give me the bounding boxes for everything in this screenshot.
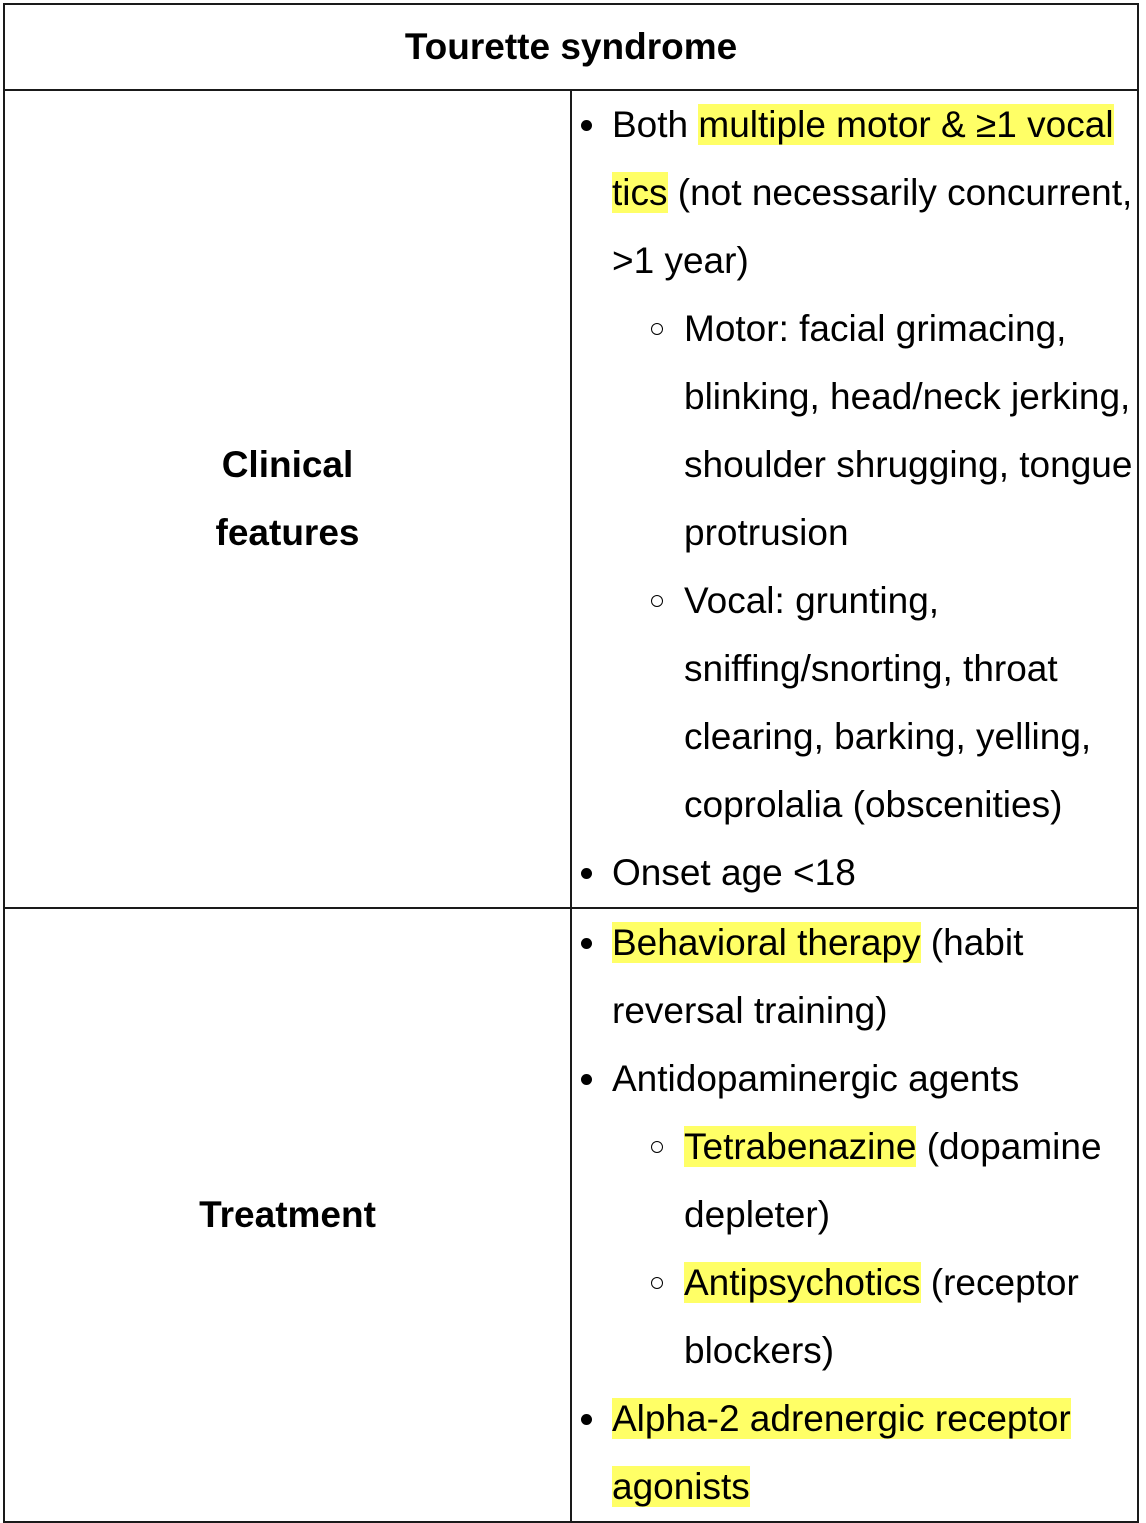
treatment-row [4, 908, 1138, 1522]
list-item [572, 1385, 1133, 1521]
highlighted-text: Behavioral therapy [612, 922, 921, 963]
list-item [572, 909, 1133, 1045]
clinical-sub-list [612, 295, 1133, 839]
highlighted-text: Alpha-2 adrenergic receptor agonists [612, 1398, 1071, 1507]
bullet-text: Antidopaminergic agents [612, 1058, 1020, 1099]
clinical-bullet-list [572, 91, 1133, 907]
list-item: Vocal: grunting, sniffing/snorting, throat clearing, barking, yelling, coprolalia (obscenities) [612, 567, 1133, 839]
list-item: Motor: facial grimacing, blinking, head/neck jerking, shoulder shrugging, tongue protrusion [612, 295, 1133, 567]
highlighted-text: Antipsychotics [684, 1262, 921, 1303]
list-item: Onset age <18 [572, 839, 1133, 907]
treatment-sub-list [612, 1113, 1133, 1385]
bullet-text: (habit reversal training) [612, 922, 1024, 1031]
highlighted-text: multiple motor & ≥1 vocal tics [612, 104, 1114, 213]
bullet-text: (dopamine depleter) [684, 1126, 1102, 1235]
clinical-label-line1: Clinical [221, 444, 354, 485]
list-item [572, 1045, 1133, 1385]
table-title: Tourette syndrome [4, 4, 1138, 90]
tourette-table [3, 3, 1139, 1523]
highlighted-text: Tetrabenazine [684, 1126, 917, 1167]
treatment-content [571, 908, 1138, 1522]
bullet-text: (receptor blockers) [684, 1262, 1079, 1371]
clinical-features-label [4, 90, 571, 908]
treatment-bullet-list [572, 909, 1133, 1521]
clinical-features-content [571, 90, 1138, 908]
list-item [612, 1249, 1133, 1385]
clinical-label-line2: features [215, 512, 360, 553]
treatment-label: Treatment [4, 908, 571, 1522]
clinical-features-row [4, 90, 1138, 908]
list-item [572, 91, 1133, 839]
bullet-text: Both [612, 104, 699, 145]
list-item [612, 1113, 1133, 1249]
bullet-text: (not necessarily concurrent, >1 year) [612, 172, 1133, 281]
